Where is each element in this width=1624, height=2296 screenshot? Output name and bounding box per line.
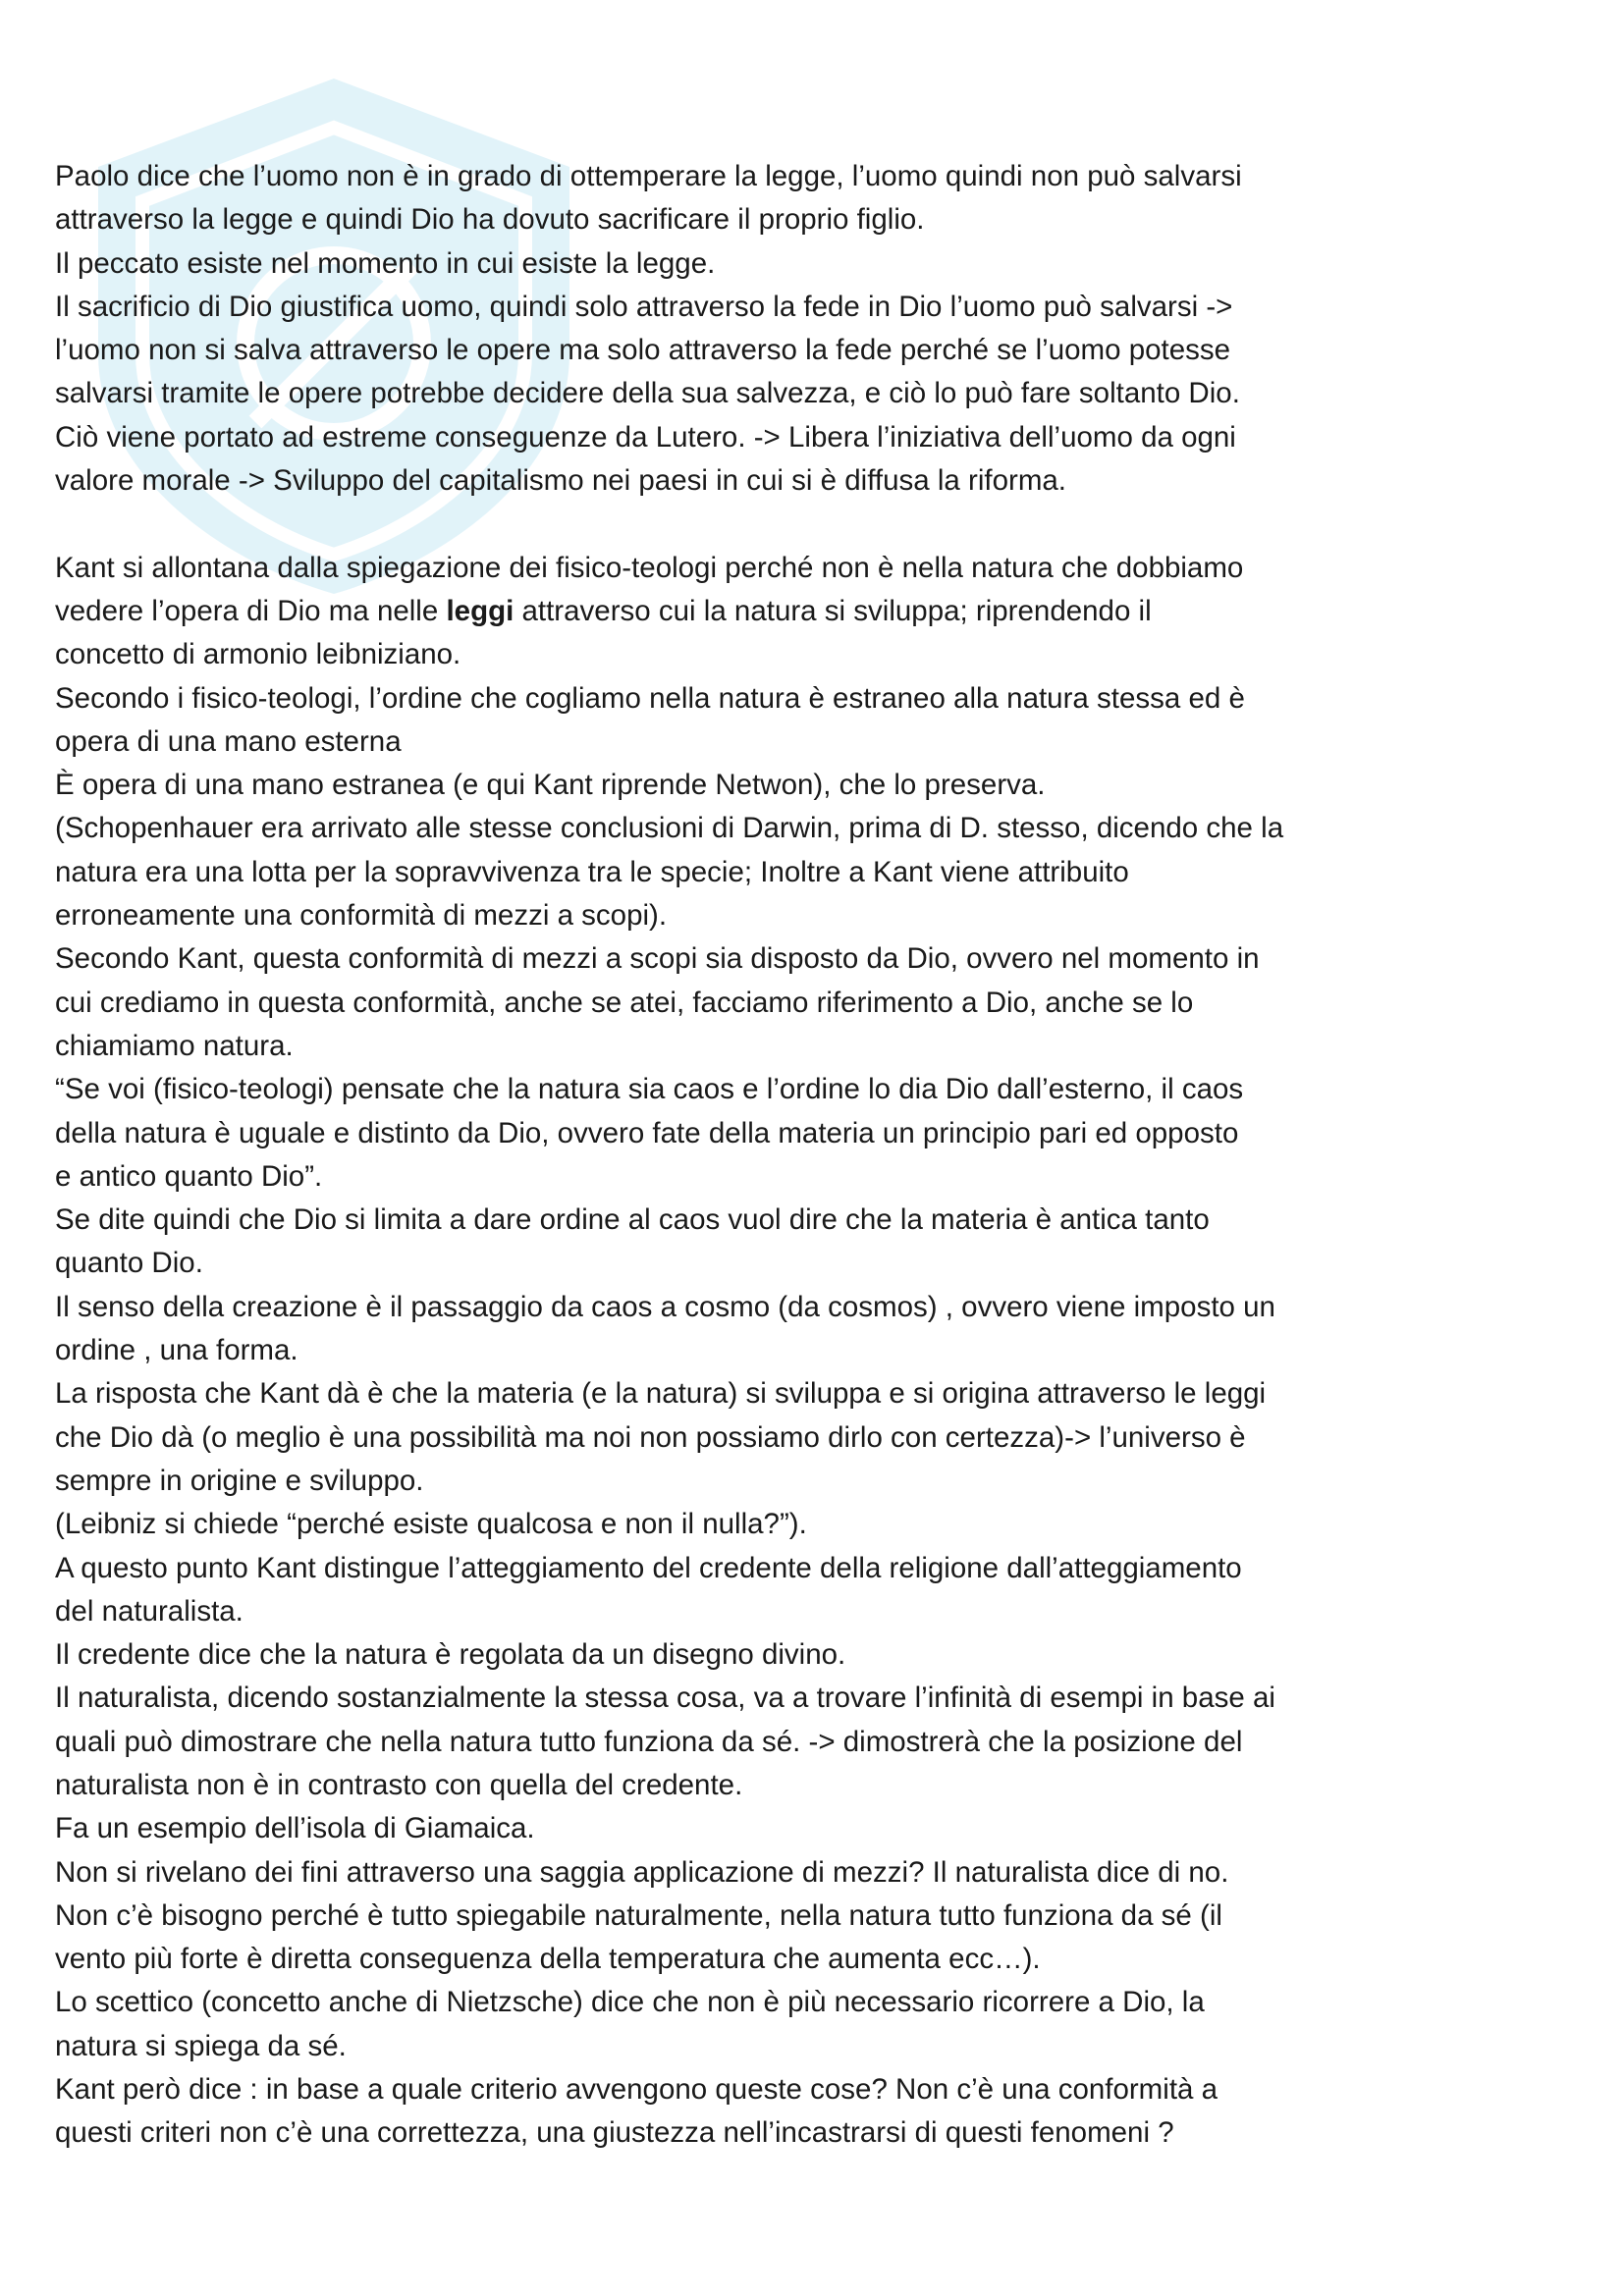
text-line: Non c’è bisogno perché è tutto spiegabile naturalmente, nella natura tutto funziona da sé (il: [55, 1898, 1222, 1932]
text-line: quanto Dio.: [55, 1247, 203, 1280]
text-line: che Dio dà (o meglio è una possibilità ma noi non possiamo dirlo con certezza)-> l’universo è: [55, 1420, 1246, 1454]
text-line: Se dite quindi che Dio si limita a dare ordine al caos vuol dire che la materia è antica tanto: [55, 1203, 1210, 1237]
text-line: Il peccato esiste nel momento in cui esiste la legge.: [55, 246, 716, 280]
text-line: Il naturalista, dicendo sostanzialmente la stessa cosa, va a trovare l’infinità di esempi in base ai: [55, 1682, 1275, 1715]
text-line: quali può dimostrare che nella natura tutto funziona da sé. -> dimostrerà che la posizione del: [55, 1725, 1243, 1758]
text-line: (Leibniz si chiede “perché esiste qualcosa e non il nulla?”).: [55, 1508, 807, 1541]
text-line: del naturalista.: [55, 1594, 244, 1628]
text-line: “Se voi (fisico-teologi) pensate che la natura sia caos e l’ordine lo dia Dio dall’esterno, il caos: [55, 1073, 1244, 1106]
text-line: sempre in origine e sviluppo.: [55, 1464, 424, 1497]
text-line: cui crediamo in questa conformità, anche se atei, facciamo riferimento a Dio, anche se lo: [55, 986, 1194, 1019]
text-line: natura si spiega da sé.: [55, 2029, 347, 2062]
text-line: e antico quanto Dio”.: [55, 1159, 323, 1193]
text-line: attraverso la legge e quindi Dio ha dovuto sacrificare il proprio figlio.: [55, 203, 925, 237]
text-line: salvarsi tramite le opere potrebbe decidere della sua salvezza, e ciò lo può fare soltanto Dio.: [55, 377, 1240, 410]
text-segment: vedere l’opera di Dio ma nelle: [55, 594, 447, 627]
text-line: Fa un esempio dell’isola di Giamaica.: [55, 1812, 535, 1845]
paragraph-gap: [55, 503, 1331, 546]
text-line: Lo scettico (concetto anche di Nietzsche) dice che non è più necessario ricorrere a Dio, la: [55, 1986, 1205, 2019]
bold-term: leggi: [446, 594, 514, 627]
text-line: È opera di una mano estranea (e qui Kant riprende Netwon), che lo preserva.: [55, 769, 1046, 802]
text-line: l’uomo non si salva attraverso le opere ma solo attraverso la fede perché se l’uomo potesse: [55, 334, 1231, 367]
text-line: Non si rivelano dei fini attraverso una saggia applicazione di mezzi? Il naturalista dice di no.: [55, 1855, 1229, 1889]
text-line: Paolo dice che l’uomo non è in grado di ottemperare la legge, l’uomo quindi non può salvarsi: [55, 160, 1242, 192]
text-line: valore morale -> Sviluppo del capitalismo nei paesi in cui si è diffusa la riforma.: [55, 464, 1066, 498]
text-line: questi criteri non c’è una correttezza, una giustezza nell’incastrarsi di questi fenomeni ?: [55, 2116, 1174, 2150]
text-line: Secondo i fisico-teologi, l’ordine che cogliamo nella natura è estraneo alla natura stessa ed è: [55, 681, 1245, 715]
text-line: Kant si allontana dalla spiegazione dei fisico-teologi perché non è nella natura che dobbiamo: [55, 551, 1244, 584]
text-line: Ciò viene portato ad estreme conseguenze da Lutero. -> Libera l’iniziativa dell’uomo da ogni: [55, 420, 1236, 454]
text-line: ordine , una forma.: [55, 1334, 298, 1367]
text-line: La risposta che Kant dà è che la materia (e la natura) si sviluppa e si origina attraverso le leggi: [55, 1377, 1267, 1411]
text-line: Secondo Kant, questa conformità di mezzi a scopi sia disposto da Dio, ovvero nel momento in: [55, 942, 1260, 976]
text-line: (Schopenhauer era arrivato alle stesse conclusioni di Darwin, prima di D. stesso, dicendo che la: [55, 812, 1284, 845]
document-body: [55, 155, 1331, 2156]
text-line: natura era una lotta per la sopravvivenza tra le specie; Inoltre a Kant viene attribuito: [55, 855, 1129, 888]
text-line: Kant però dice : in base a quale criterio avvengono queste cose? Non c’è una conformità a: [55, 2073, 1218, 2107]
text-line: Il credente dice che la natura è regolata da un disegno divino.: [55, 1638, 846, 1672]
text-line: Il senso della creazione è il passaggio da caos a cosmo (da cosmos) , ovvero viene imposto un: [55, 1290, 1275, 1323]
text-line: opera di una mano esterna: [55, 724, 402, 758]
text-segment: attraverso cui la natura si sviluppa; riprendendo il: [514, 594, 1152, 627]
text-line-with-bold: [55, 590, 1331, 633]
text-line: vento più forte è diretta conseguenza della temperatura che aumenta ecc…).: [55, 1943, 1041, 1976]
text-line: A questo punto Kant distingue l’atteggiamento del credente della religione dall’atteggiamento: [55, 1551, 1242, 1584]
text-line: concetto di armonio leibniziano.: [55, 638, 461, 671]
text-line: naturalista non è in contrasto con quella del credente.: [55, 1768, 743, 1801]
text-line: erroneamente una conformità di mezzi a scopi).: [55, 899, 668, 933]
text-line: chiamiamo natura.: [55, 1029, 294, 1062]
text-line: della natura è uguale e distinto da Dio, ovvero fate della materia un principio pari ed opposto: [55, 1116, 1239, 1149]
text-line: Il sacrificio di Dio giustifica uomo, quindi solo attraverso la fede in Dio l’uomo può salvarsi ->: [55, 290, 1233, 323]
